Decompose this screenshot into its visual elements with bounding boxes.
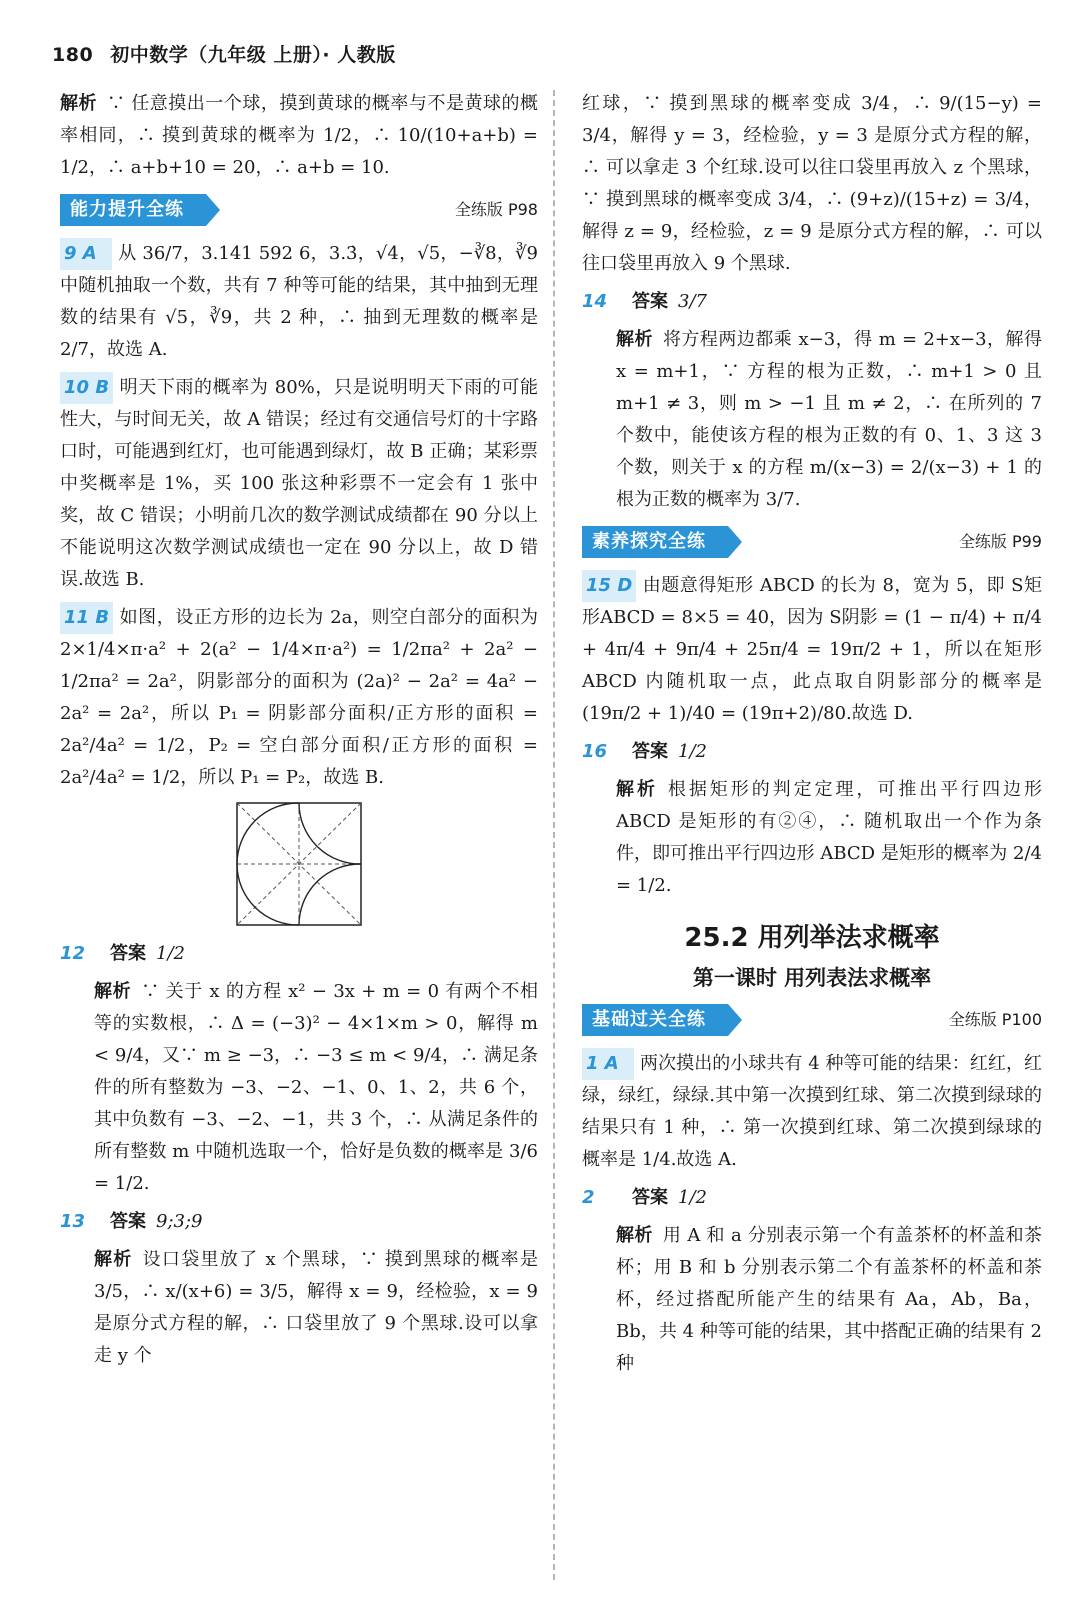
question-number: 9 A [60, 238, 112, 270]
question-10: 10 B 明天下雨的概率为 80%，只是说明明天下雨的可能性大，与时间无关，故 A 错误；经过有交通信号灯的十字路口时，可能遇到红灯，也可能遇到绿灯，故 B 正确；某彩票中奖概率是 1%，买 100 张这种彩票不一定会有 1 张中奖，故 C 错误；小明前几次的数学测试成绩都在 90 分以上不能说明这次数学测试成绩也一定在 90 分以上，故 D 错误.故选 B. [60, 372, 538, 596]
question-16-analysis: 解析 根据矩形的判定定理，可推出平行四边形 ABCD 是矩形的有②④，∴ 随机取出一个作为条件，即可推出平行四边形 ABCD 是矩形的概率为 2/4 = 1/2. [616, 779, 1042, 896]
question-14 [582, 286, 1042, 318]
question-13-analysis: 解析 设口袋里放了 x 个黑球，∵ 摸到黑球的概率是 3/5，∴ x/(x+6) = 3/5，解得 x = 9，经检验，x = 9 是原分式方程的解，∴ 口袋里放了 9 个黑球.设可以拿走 y 个 [94, 1249, 538, 1366]
column-divider [553, 90, 555, 1580]
square-arcs-figure [236, 802, 362, 926]
banner-ref: 全练版 P100 [948, 1010, 1042, 1029]
analysis-label: 解析 [94, 1249, 133, 1270]
question-number: 14 [582, 291, 608, 312]
lesson-title: 第一课时 用列表法求概率 [692, 966, 932, 990]
question-number: 11 B [60, 602, 113, 634]
answer-value: 3/7 [678, 291, 707, 312]
question-number: 13 [60, 1211, 86, 1232]
question-9: 9 A 从 36/7，3.141 592 6，3.3̇，√4，√5，−∛8，∛9 中随机抽取一个数，共有 7 种等可能的结果，其中抽到无理数的结果有 √5，∛9，共 2 种，∴ 抽到无理数的概率是 2/7，故选 A. [60, 238, 538, 366]
analysis-label: 解析 [616, 1225, 653, 1246]
answer-label: 答案 [110, 943, 146, 964]
question-12 [60, 938, 538, 970]
chapter-title: 25.2 用列举法求概率 [684, 923, 940, 953]
right-column [582, 88, 1042, 1580]
question-number: 10 B [60, 372, 113, 404]
question-number: 16 [582, 741, 608, 762]
banner-label: 基础过关全练 [582, 1004, 728, 1036]
question-number: 1 A [582, 1048, 634, 1080]
banner-ref: 全练版 P98 [454, 200, 538, 219]
banner-ref: 全练版 P99 [958, 532, 1042, 551]
question-15: 15 D 由题意得矩形 ABCD 的长为 8，宽为 5，即 S矩形ABCD = 8×5 = 40，因为 S阴影 = (1 − π/4) + π/4 + 4π/4 + 9π/4 + 25π/4 = 19π/2 + 1，所以在矩形 ABCD 内随机取一点，此点取自阴影部分的概率是 (19π/2 + 1)/40 = (19π+2)/80.故选 D. [582, 570, 1042, 730]
analysis-label: 解析 [616, 329, 653, 350]
answer-label: 答案 [632, 741, 668, 762]
left-column [60, 88, 538, 1580]
question-11: 11 B 如图，设正方形的边长为 2a，则空白部分的面积为 2×1/4×π·a² + 2(a² − 1/4×π·a²) = 1/2πa² + 2a² − 1/2πa² = 2a²，阴影部分的面积为 (2a)² − 2a² = 4a² − 2a² = 2a²，所以 P₁ = 阴影部分面积/正方形的面积 = 2a²/4a² = 1/2，P₂ = 空白部分面积/正方形的面积 = 2a²/4a² = 1/2，所以 P₁ = P₂，故选 B. [60, 602, 538, 794]
page-running-title: 初中数学（九年级 上册）· 人教版 [110, 44, 396, 66]
section-banner-literacy [582, 526, 1042, 558]
banner-label: 素养探究全练 [582, 526, 728, 558]
answer-label: 答案 [110, 1211, 146, 1232]
analysis-label: 解析 [60, 93, 98, 114]
answer-value: 1/2 [678, 1187, 707, 1208]
question-12-analysis: 解析 ∵ 关于 x 的方程 x² − 3x + m = 0 有两个不相等的实数根，∴ Δ = (−3)² − 4×1×m > 0，解得 m < 9/4，又∵ m ≥ −3，∴ −3 ≤ m < 9/4，∴ 满足条件的所有整数为 −3、−2、−1、0、1、2，共 6 个，其中负数有 −3、−2、−1，共 3 个，∴ 从满足条件的所有整数 m 中随机选取一个，恰好是负数的概率是 3/6 = 1/2. [94, 981, 538, 1194]
analysis-label: 解析 [616, 779, 658, 800]
question-16 [582, 736, 1042, 768]
question-1: 1 A 两次摸出的小球共有 4 种等可能的结果：红红，红绿，绿红，绿绿.其中第一次摸到红球、第二次摸到绿球的结果只有 1 种，∴ 第一次摸到红球、第二次摸到绿球的概率是 1/4.故选 A. [582, 1048, 1042, 1176]
answer-value: 9;3;9 [156, 1211, 203, 1232]
section-banner-ability [60, 194, 538, 226]
question-2 [582, 1182, 1042, 1214]
page-header [52, 40, 396, 67]
section-banner-basic [582, 1004, 1042, 1036]
answer-label: 答案 [632, 291, 668, 312]
question-14-analysis: 解析 将方程两边都乘 x−3，得 m = 2+x−3，解得 x = m+1，∵ 方程的根为正数，∴ m+1 > 0 且 m+1 ≠ 3，则 m > −1 且 m ≠ 2，∴ 在所列的 7 个数中，能使该方程的根为正数的有 0、1、3 这 3 个数，则关于 x 的方程 m/(x−3) = 2/(x−3) + 1 的根为正数的概率为 3/7. [616, 329, 1042, 510]
question-number: 15 D [582, 570, 636, 602]
answer-label: 答案 [632, 1187, 668, 1208]
question-13-continued: 红球，∵ 摸到黑球的概率变成 3/4，∴ 9/(15−y) = 3/4，解得 y = 3，经检验，y = 3 是原分式方程的解，∴ 可以拿走 3 个红球.设可以往口袋里再放入 z 个黑球，∵ 摸到黑球的概率变成 3/4，∴ (9+z)/(15+z) = 3/4，解得 z = 9，经检验，z = 9 是原分式方程的解，∴ 可以往口袋里再放入 9 个黑球. [582, 93, 1042, 274]
answer-value: 1/2 [678, 741, 707, 762]
page-number: 180 [52, 44, 94, 66]
question-number: 12 [60, 943, 86, 964]
question-number: 2 [582, 1187, 595, 1208]
question-2-analysis: 解析 用 A 和 a 分别表示第一个有盖茶杯的杯盖和茶杯；用 B 和 b 分别表示第二个有盖茶杯的杯盖和茶杯，经过搭配所能产生的结果有 Aa，Ab，Ba，Bb，共 4 种等可能的结果，其中搭配正确的结果有 2 种 [616, 1225, 1042, 1374]
q8-analysis: 解析 ∵ 任意摸出一个球，摸到黄球的概率与不是黄球的概率相同，∴ 摸到黄球的概率为 1/2，∴ 10/(10+a+b) = 1/2，∴ a+b+10 = 20，∴ a+b = 10. [60, 93, 538, 178]
question-13 [60, 1206, 538, 1238]
answer-value: 1/2 [156, 943, 185, 964]
banner-label: 能力提升全练 [60, 194, 206, 226]
analysis-label: 解析 [94, 981, 132, 1002]
